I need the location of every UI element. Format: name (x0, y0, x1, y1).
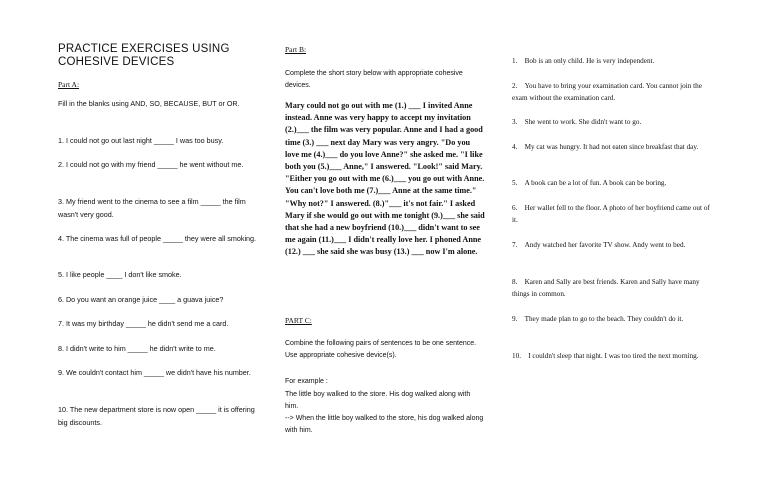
story-paragraph: Mary could not go out with me (1.) ___ I invited Anne instead. Anne was very happy to accept my invitation (2.)___ the film was very popular. Anne and I had a good time (3.) ___ next day Mary was very angry. "Do you love me (4.)___ do you love Anne?" she asked me. "I like both you (5.)___ Anne," I answered. "Look!" said Mary. "Either you go out with me (6.)___ you go out with Anne. You can't love both me (7.)___ Anne at the same time." "Why not?" I answered. (8.)"___ it's not fair." I asked Mary if she would go out with me tonight (9.)___ she said that she had a new boyfriend (10.)___ didn't want to see me again (11.)___ I didn't really love her. I phoned Anne (12.) ___ she said she was busy (13.) ___ now I'm alone. (285, 101, 485, 257)
exercise-item: 7. It was my birthday _____ he didn't send me a card. (58, 319, 229, 328)
exercise-item: 1. I could not go out last night _____ I was too busy. (58, 136, 224, 145)
combine-item: 5. A book can be a lot of fun. A book can be boring. (512, 179, 667, 187)
exercise-item: 8. I didn't write to him _____ he didn't write to me. (58, 344, 216, 353)
combine-item: 1. Bob is an only child. He is very independent. (512, 57, 655, 65)
exercise-item: 4. The cinema was full of people _____ they were all smoking. (58, 234, 257, 243)
part-b-instructions: Complete the short story below with appropriate cohesive devices. (285, 70, 463, 89)
combine-item: 6. Her wallet fell to the floor. A photo of her boyfriend came out of it. (512, 204, 710, 224)
combine-item: 3. She went to work. She didn't want to go. (512, 118, 642, 126)
part-a-instructions: Fill in the blanks using AND, SO, BECAUSE, BUT or OR. (58, 99, 240, 108)
example-label: For example : (285, 378, 328, 385)
page-title-line1: PRACTICE EXERCISES USING (58, 43, 230, 55)
part-c-heading: PART C: (285, 316, 312, 325)
combine-item: 8. Karen and Sally are best friends. Karen and Sally have many things in common. (512, 278, 700, 298)
exercise-item: 2. I could not go with my friend _____ he went without me. (58, 160, 244, 169)
exercise-item: 9. We couldn't contact him _____ we didn't have his number. (58, 368, 251, 377)
exercise-item: 6. Do you want an orange juice ____ a guava juice? (58, 295, 224, 304)
combine-item: 10. I couldn't sleep that night. I was too tired the next morning. (512, 352, 699, 360)
part-b-heading: Part B: (285, 45, 307, 54)
page-title-line2: COHESIVE DEVICES (58, 56, 175, 68)
part-c-instructions: Combine the following pairs of sentences to be one sentence. Use appropriate cohesive device(s). (285, 340, 477, 359)
combine-item: 9. They made plan to go to the beach. They couldn't do it. (512, 315, 684, 323)
example-sentence: The little boy walked to the store. His dog walked along with him. (285, 391, 471, 410)
part-a-heading: Part A: (58, 80, 80, 89)
combine-item: 4. My cat was hungry. It had not eaten since breakfast that day. (512, 143, 699, 151)
exercise-item: 10. The new department store is now open _____ it is offering big discounts. (58, 405, 255, 427)
exercise-item: 3. My friend went to the cinema to see a film _____ the film wasn't very good. (58, 197, 246, 219)
exercise-item: 5. I like people ____ I don't like smoke. (58, 270, 182, 279)
combine-item: 2. You have to bring your examination card. You cannot join the exam without the examination card. (512, 82, 702, 102)
combine-item: 7. Andy watched her favorite TV show. Andy went to bed. (512, 241, 686, 249)
example-answer: --> When the little boy walked to the store, his dog walked along with him. (285, 415, 484, 434)
